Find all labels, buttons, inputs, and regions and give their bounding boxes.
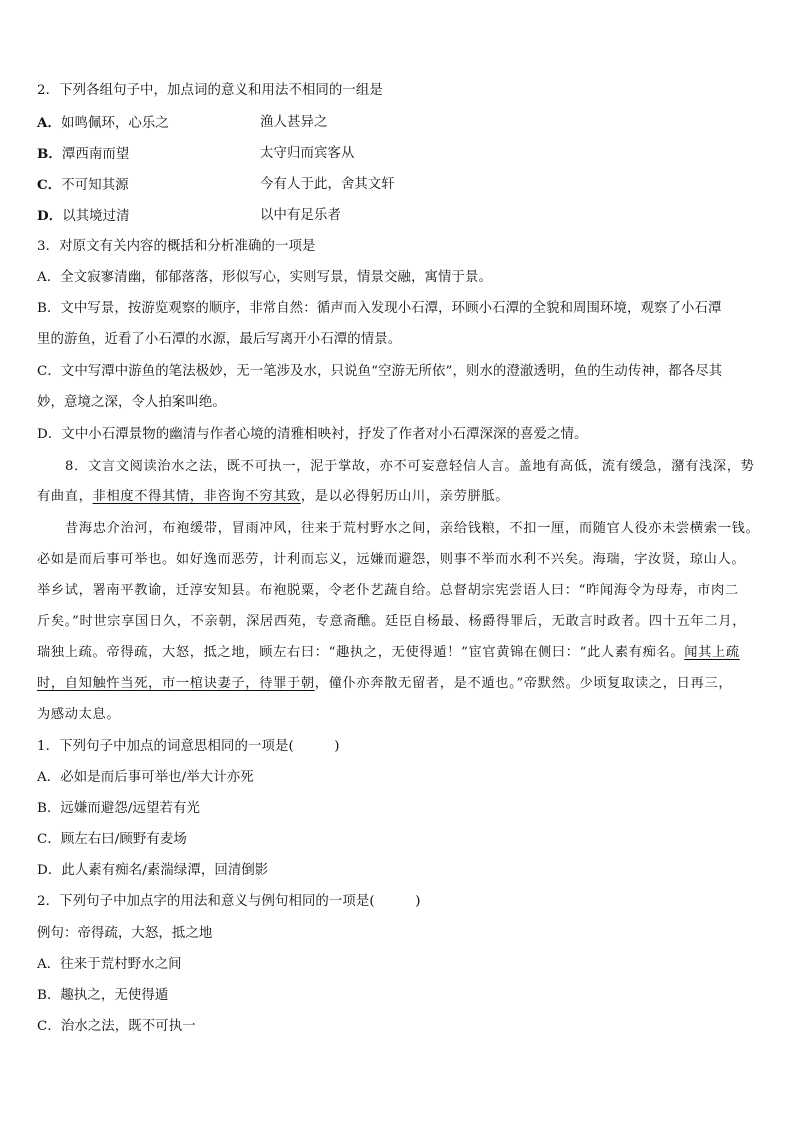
q3-option-b-line2: 里的游鱼，近看了小石潭的水源，最后写离开小石潭的情景。: [37, 332, 402, 347]
underlined-text: 闻其上疏: [684, 645, 740, 660]
passage-text: 有曲直，: [37, 489, 93, 504]
question-2b-stem: 2．下列句子中加点字的用法和意义与例句相同的一项是( ): [37, 894, 421, 909]
passage-p1-line1: 8．文言文阅读治水之法，既不可执一，泥于掌故，亦不可妄意轻信人言。盖地有高低，流有缓急，潴有浅深，势: [65, 459, 755, 474]
passage-text: ，是以必得躬历山川，亲劳胼胝。: [300, 489, 510, 504]
q1-option-a: A．必如是而后事可举也/举大计亦死: [37, 770, 254, 785]
option-left-text: 如鸣佩环，心乐之: [60, 116, 169, 131]
passage-p2-line5: [37, 643, 764, 663]
passage-p1-line2: [37, 487, 764, 507]
q2b-option-b: B．趣执之，无使得遁: [37, 988, 169, 1003]
q3-option-c-line2: 妙，意境之深，令人拍案叫绝。: [37, 395, 226, 410]
passage-text: 瑞独上疏。帝得疏，大怒，抵之地，顾左右曰：“趣执之，无使得遁！”宦官黄锦在侧曰：“此人素有痴名。: [37, 645, 685, 660]
passage-p2-line6: [37, 674, 764, 694]
option-right-text: 以中有足乐者: [260, 208, 341, 223]
q3-option-b-line1: B．文中写景，按游览观察的顺序，非常自然：循声而入发现小石潭，环顾小石潭的全貌和周围环境，观察了小石潭: [37, 301, 722, 316]
option-left-text: 潭西南而望: [61, 147, 130, 162]
q1-option-c: C．顾左右曰/顾野有麦场: [37, 832, 187, 847]
option-right-text: 渔人甚异之: [260, 115, 328, 130]
passage-p2-line7: 为感动太息。: [37, 707, 121, 722]
option-label: C．: [37, 177, 62, 193]
q2b-option-a: A．往来于荒村野水之间: [37, 957, 182, 972]
option-left-text: 以其境过清: [62, 209, 130, 224]
q2b-option-c: C．治水之法，既不可执一: [37, 1019, 196, 1034]
question-1-stem: 1．下列句子中加点的词意思相同的一项是( ): [37, 739, 340, 754]
q3-option-d: D．文中小石潭景物的幽清与作者心境的清雅相映衬，抒发了作者对小石潭深深的喜爱之情。: [37, 427, 588, 442]
q1-option-b: B．远嫌而避怨/远望若有光: [37, 801, 200, 816]
passage-p2-line2: 必如是而后事可举也。如好逸而恶劳，计利而忘义，远嫌而避怨，则事不举而水利不兴矣。海瑞，字汝贤，琼山人。: [37, 552, 746, 567]
option-left-text: 不可知其源: [61, 178, 129, 193]
q2-option-d: [37, 206, 764, 227]
option-label: D．: [37, 208, 63, 224]
q2-option-c: [37, 175, 764, 196]
q2b-example: 例句：帝得疏，大怒，抵之地: [37, 926, 213, 941]
option-label: B．: [37, 146, 62, 162]
passage-text: ，僮仆亦奔散无留者，是不遁也。”帝默然。少顷复取读之，日再三，: [314, 676, 733, 691]
q2-option-b: [37, 144, 764, 165]
q3-option-a: A．全文寂寥清幽，郁郁落落，形似写心，实则写景，情景交融，寓情于景。: [37, 270, 492, 285]
underlined-text: 时，自知触忤当死，市一棺诀妻子，待罪于朝: [37, 676, 315, 691]
option-label: A．: [37, 115, 61, 131]
underlined-text: 非相度不得其情，非咨询不穷其致: [92, 489, 301, 504]
question-2-stem: 2．下列各组句子中，加点词的意义和用法不相同的一组是: [37, 83, 383, 98]
passage-p2-line3: 举乡试，署南平教谕，迁淳安知县。布袍脱粟，令老仆艺蔬自给。总督胡宗宪尝语人曰：“昨闻海令为母寿，市肉二: [37, 583, 739, 598]
q2-option-a: [37, 113, 764, 134]
q3-option-c-line1: C．文中写潭中游鱼的笔法极妙，无一笔涉及水，只说鱼“空游无所依”，则水的澄澈透明，鱼的生动传神，都各尽其: [37, 364, 723, 379]
passage-p2-line4: 斤矣。”时世宗享国日久，不亲朝，深居西苑，专意斋醮。廷臣自杨最、杨爵得罪后，无敢言时政者。四十五年二月，: [37, 614, 747, 629]
q1-option-d: D．此人素有痴名/素湍绿潭，回清倒影: [37, 863, 269, 878]
option-right-text: 太守归而宾客从: [260, 146, 355, 161]
option-right-text: 今有人于此，舍其文轩: [260, 177, 395, 192]
passage-p2-line1: 昔海忠介治河，布袍缓带，冒雨冲风，往来于荒村野水之间，亲给钱粮，不扣一厘，而随官人役亦未尝横索一钱。: [65, 521, 760, 536]
question-3-stem: 3．对原文有关内容的概括和分析准确的一项是: [37, 239, 316, 254]
